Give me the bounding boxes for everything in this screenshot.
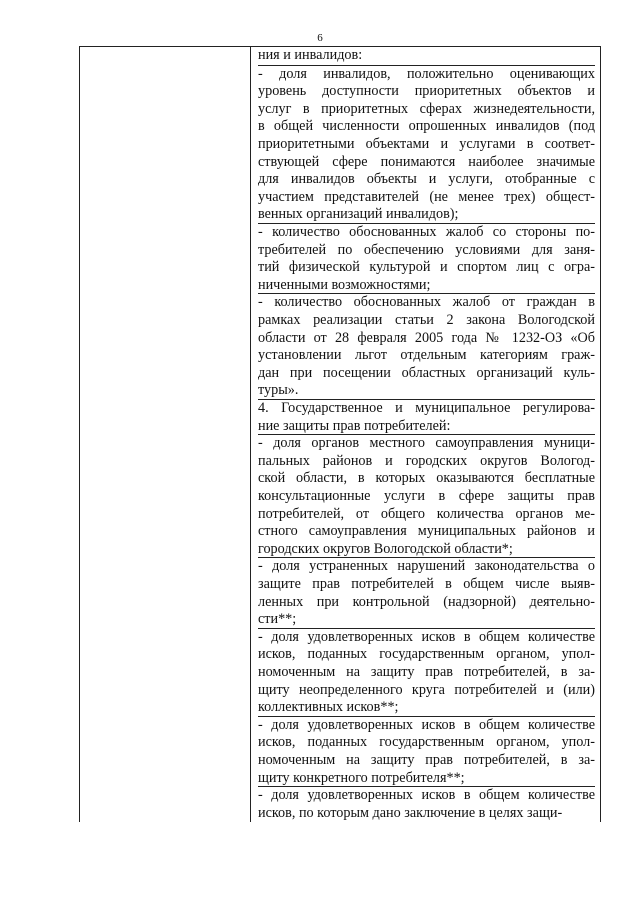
paragraph-line: ленных при контрольной (надзорной) деятельно- — [258, 593, 595, 610]
paragraph-line: - доля устраненных нарушений законодательства о — [258, 558, 595, 575]
paragraph-line: участием представителей (не менее трех) общест- — [258, 188, 595, 205]
indicator-paragraph-sport-complaints — [258, 223, 595, 294]
paragraph-line: - доля инвалидов, положительно оценивающих — [258, 65, 595, 82]
paragraph-line: исков, по которым дано заключение в целях защи- — [258, 804, 563, 821]
paragraph-line: тий физической культурой и спортом лиц с огра- — [258, 259, 595, 276]
paragraph-line: приоритетными объектами и услугами в соответ- — [258, 135, 595, 152]
paragraph-line: коллективных исков**; — [258, 699, 399, 716]
paragraph-line: ние защиты прав потребителей: — [258, 417, 451, 434]
paragraph-line: - количество обоснованных жалоб со стороны по- — [258, 224, 595, 240]
paragraph-line: - доля удовлетворенных исков в общем количестве — [258, 628, 595, 645]
paragraph-line: исков, поданных государственным органом, упол- — [258, 646, 595, 663]
indicator-paragraph-claims-indefinite — [258, 628, 595, 717]
paragraph-line: ской области, в которых оказываются бесплатные — [258, 470, 595, 487]
indicator-paragraph-violations-share — [258, 557, 595, 628]
paragraph-line: потребителей, от общего количества органов ме- — [258, 505, 595, 522]
paragraph-line: венных организаций инвалидов); — [258, 206, 459, 223]
paragraph-line: для инвалидов объекты и услуги, отобранные с — [258, 171, 595, 188]
page-number: 6 — [317, 32, 323, 44]
paragraph-line: ния и инвалидов: — [258, 47, 363, 63]
paragraph-line: ниченными возможностями; — [258, 276, 431, 293]
paragraph-line: номоченным на защиту прав потребителей, в за- — [258, 751, 595, 768]
paragraph-line: - доля органов местного самоуправления муници- — [258, 435, 595, 452]
paragraph-line: 4. Государственное и муниципальное регулирова- — [258, 400, 595, 416]
paragraph-line: стного самоуправления муниципальных районов и — [258, 523, 595, 540]
paragraph-line: уровень доступности приоритетных объектов и — [258, 83, 595, 100]
paragraph-line: - количество обоснованных жалоб от граждан в — [258, 294, 595, 311]
table-left-column — [80, 47, 251, 822]
paragraph-line: в общей численности опрошенных инвалидов (под — [258, 118, 595, 135]
paragraph-line: услуг в приоритетных сферах жизнедеятельности, — [258, 100, 595, 117]
paragraph-line: установлении льгот отдельным категориям граж- — [258, 347, 595, 364]
paragraph-line: щиту конкретного потребителя**; — [258, 769, 465, 786]
paragraph-line: туры». — [258, 382, 299, 399]
paragraph-line: сти**; — [258, 611, 297, 628]
paragraph-line: области от 28 февраля 2005 года № 1232-ОЗ «Об — [258, 329, 595, 346]
paragraph-line: рамках реализации статьи 2 закона Вологодской — [258, 311, 595, 328]
indicator-paragraph-claims-conclusion — [258, 786, 595, 822]
indicator-paragraph-claims-specific — [258, 716, 595, 787]
paragraph-line: защите прав потребителей в общем числе выяв- — [258, 575, 595, 592]
paragraph-line: городских округов Вологодской области*; — [258, 540, 513, 557]
paragraph-line: требителей по обеспечению условиями для заня- — [258, 241, 595, 258]
paragraph-line: консультационные услуги в сфере защиты прав — [258, 487, 595, 504]
paragraph-line: ствующей сфере понимаются наиболее значимые — [258, 153, 595, 170]
indicator-paragraph-disabled-share — [258, 65, 595, 224]
indicator-paragraph-consult-share — [258, 434, 595, 558]
paragraph-line: номоченным на защиту прав потребителей, в за- — [258, 663, 595, 680]
table-right-column — [251, 47, 601, 822]
paragraph-line: дан при посещении областных организаций куль- — [258, 364, 595, 381]
indicator-paragraph-law-complaints — [258, 293, 595, 400]
indicators-table — [79, 46, 601, 822]
paragraph-line: щиту неопределенного круга потребителей и (или) — [258, 681, 595, 698]
paragraph-line: исков, поданных государственным органом, упол- — [258, 734, 595, 751]
paragraph-line: пальных районов и городских округов Вологод- — [258, 452, 595, 469]
paragraph-line: - доля удовлетворенных исков в общем количестве — [258, 716, 595, 733]
indicator-paragraph-section-4 — [258, 399, 595, 435]
paragraph-line: - доля удовлетворенных исков в общем количестве — [258, 787, 595, 804]
indicator-paragraph-cont — [258, 47, 595, 65]
